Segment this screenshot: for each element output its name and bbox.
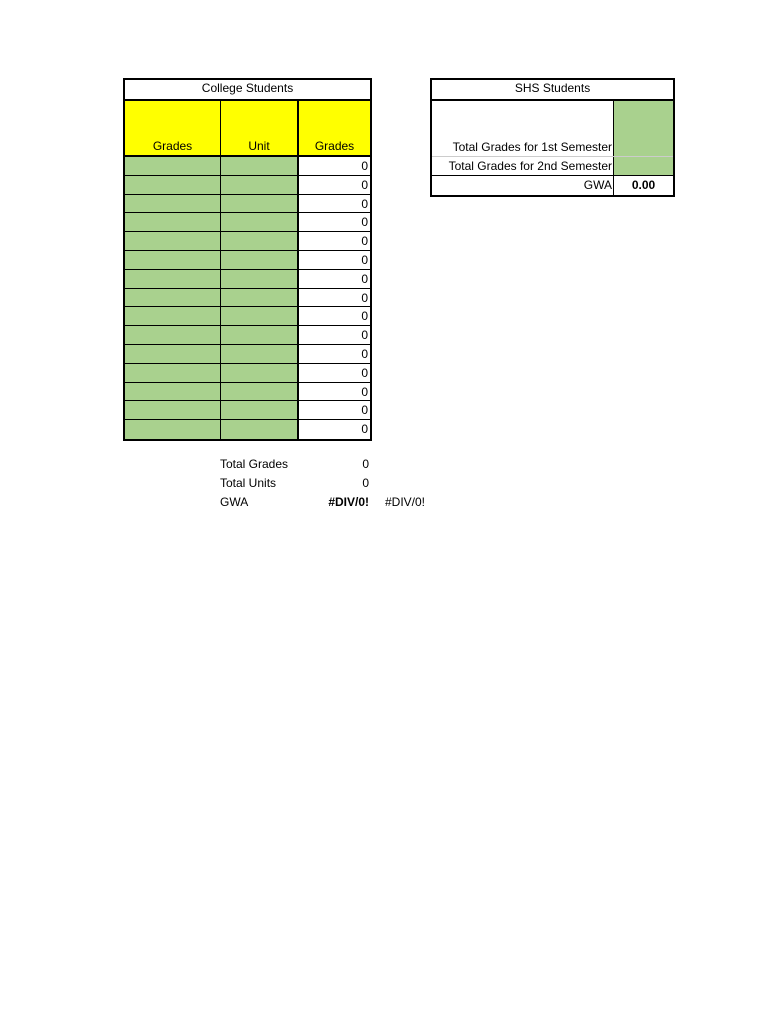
unit-input-cell[interactable] <box>221 195 299 214</box>
grade-input-cell[interactable] <box>125 420 221 439</box>
gwa-label: GWA <box>220 495 249 509</box>
shs-students-table <box>430 78 675 197</box>
total-units-row <box>220 474 440 493</box>
computed-grade-cell: 0 <box>299 326 370 345</box>
grade-input-cell[interactable] <box>125 383 221 402</box>
grade-input-cell[interactable] <box>125 289 221 308</box>
table-row <box>125 251 370 270</box>
second-sem-row <box>432 157 673 176</box>
second-sem-input[interactable] <box>614 157 673 175</box>
header-grades-computed: Grades <box>314 139 355 153</box>
grade-input-cell[interactable] <box>125 307 221 326</box>
grade-input-cell[interactable] <box>125 270 221 289</box>
computed-grade-cell: 0 <box>299 401 370 420</box>
college-rows <box>125 157 370 439</box>
unit-input-cell[interactable] <box>221 326 299 345</box>
shs-gwa-label: GWA <box>432 176 614 195</box>
first-sem-label: Total Grades for 1st Semester <box>432 101 614 156</box>
header-unit: Unit <box>221 101 299 155</box>
table-row <box>125 383 370 402</box>
college-table-title: College Students <box>125 80 370 101</box>
table-row <box>125 420 370 439</box>
computed-grade-cell: 0 <box>299 383 370 402</box>
unit-input-cell[interactable] <box>221 307 299 326</box>
total-grades-row <box>220 455 440 474</box>
header-grades: Grades <box>125 101 221 155</box>
college-header-row <box>125 101 370 157</box>
unit-input-cell[interactable] <box>221 345 299 364</box>
grade-input-cell[interactable] <box>125 213 221 232</box>
total-units-label: Total Units <box>220 476 277 490</box>
unit-input-cell[interactable] <box>221 289 299 308</box>
unit-input-cell[interactable] <box>221 364 299 383</box>
unit-input-cell[interactable] <box>221 213 299 232</box>
computed-grade-cell: 0 <box>299 270 370 289</box>
grade-input-cell[interactable] <box>125 232 221 251</box>
unit-input-cell[interactable] <box>221 383 299 402</box>
table-row <box>125 232 370 251</box>
first-sem-input[interactable] <box>614 101 673 156</box>
grade-input-cell[interactable] <box>125 401 221 420</box>
grade-input-cell[interactable] <box>125 195 221 214</box>
table-row <box>125 364 370 383</box>
unit-input-cell[interactable] <box>221 270 299 289</box>
grade-input-cell[interactable] <box>125 157 221 176</box>
shs-gwa-value: 0.00 <box>614 176 673 195</box>
computed-grade-cell: 0 <box>299 289 370 308</box>
shs-gwa-row <box>432 176 673 195</box>
computed-grade-cell: 0 <box>299 157 370 176</box>
table-row <box>125 289 370 308</box>
total-grades-label: Total Grades <box>220 457 289 471</box>
second-sem-label: Total Grades for 2nd Semester <box>432 157 614 175</box>
table-row <box>125 213 370 232</box>
table-row <box>125 195 370 214</box>
computed-grade-cell: 0 <box>299 195 370 214</box>
computed-grade-cell: 0 <box>361 422 368 437</box>
table-row <box>125 326 370 345</box>
grade-input-cell[interactable] <box>125 345 221 364</box>
shs-table-title: SHS Students <box>432 80 673 101</box>
computed-grade-cell: 0 <box>299 251 370 270</box>
grade-input-cell[interactable] <box>125 364 221 383</box>
grade-input-cell[interactable] <box>125 326 221 345</box>
table-row <box>125 307 370 326</box>
computed-grade-cell: 0 <box>299 232 370 251</box>
total-grades-value: 0 <box>362 457 369 471</box>
unit-input-cell[interactable] <box>221 157 299 176</box>
table-row <box>125 176 370 195</box>
table-row <box>125 157 370 176</box>
grade-input-cell[interactable] <box>125 176 221 195</box>
table-row <box>125 345 370 364</box>
college-students-table <box>123 78 372 441</box>
computed-grade-cell: 0 <box>299 307 370 326</box>
unit-input-cell[interactable] <box>221 251 299 270</box>
computed-grade-cell: 0 <box>299 345 370 364</box>
computed-grade-cell: 0 <box>299 213 370 232</box>
unit-input-cell[interactable] <box>221 176 299 195</box>
total-units-value: 0 <box>362 476 369 490</box>
college-summary <box>220 455 440 512</box>
unit-input-cell[interactable] <box>221 232 299 251</box>
grade-input-cell[interactable] <box>125 251 221 270</box>
unit-input-cell[interactable] <box>221 420 299 439</box>
computed-grade-cell: 0 <box>299 176 370 195</box>
gwa-row <box>220 493 440 512</box>
unit-input-cell[interactable] <box>221 401 299 420</box>
first-sem-row <box>432 101 673 157</box>
gwa-extra-value: #DIV/0! <box>385 495 426 509</box>
computed-grade-cell: 0 <box>299 364 370 383</box>
gwa-value: #DIV/0! <box>328 495 369 509</box>
table-row <box>125 401 370 420</box>
table-row <box>125 270 370 289</box>
